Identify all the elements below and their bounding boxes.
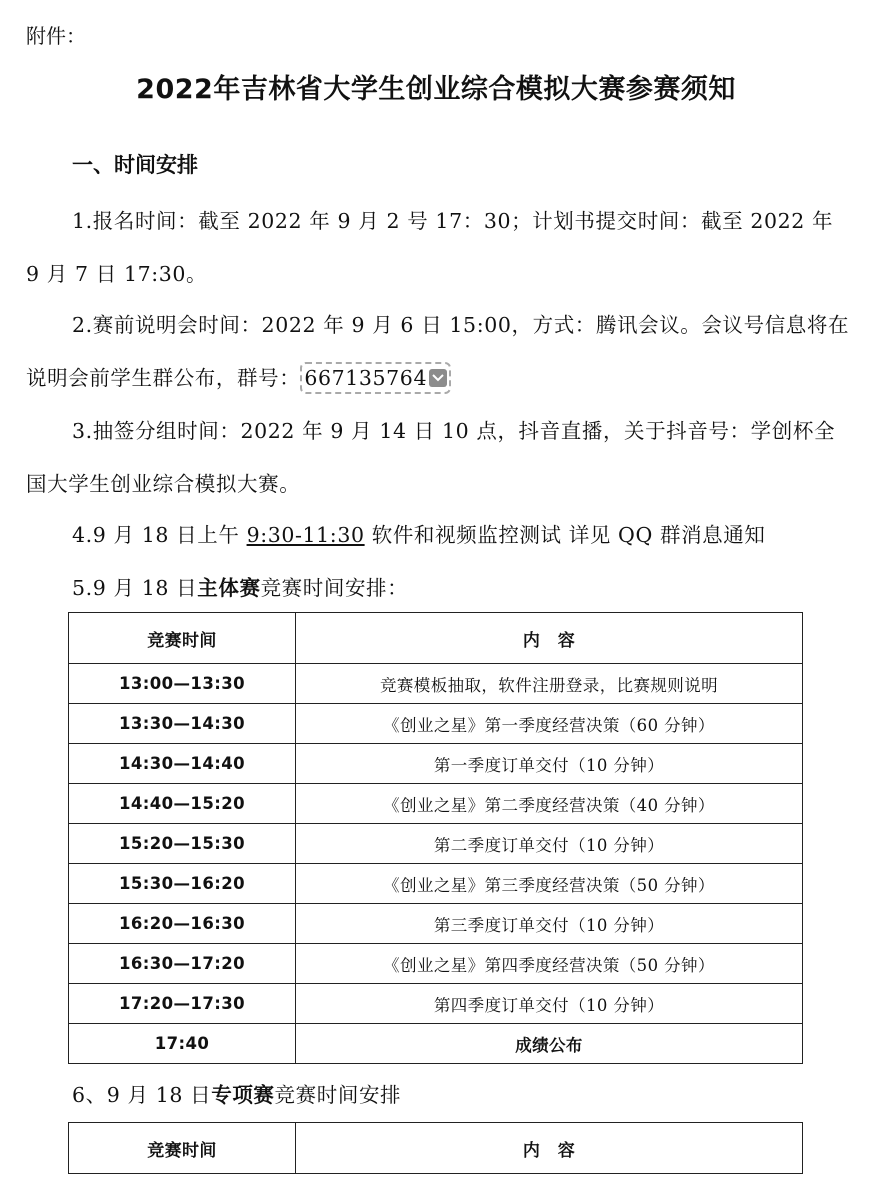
row-content: 第四季度订单交付（10 分钟） [296,984,803,1024]
row-time: 13:30—14:30 [69,704,296,744]
table-row [69,904,803,944]
document-title: 2022年吉林省大学生创业综合模拟大赛参赛须知 [136,74,736,105]
software-test-time: 9:30-11:30 [246,523,365,547]
header-content: 内 容 [296,613,803,664]
group-number-chip[interactable] [300,362,451,394]
item-briefing-meeting [26,299,851,405]
chevron-down-icon[interactable] [429,369,447,387]
group-number[interactable]: 667135764 [304,366,428,390]
item-main-contest-heading [72,573,408,603]
table-header-row [69,1123,803,1174]
row-content: 《创业之星》第二季度经营决策（40 分钟） [296,784,803,824]
briefing-text: 2.赛前说明会时间：2022 年 9 月 6 日 15:00，方式：腾讯会议。会议号信息将在说明会前学生群公布，群号： [26,313,850,390]
special-contest-suffix: 竞赛时间安排 [274,1083,402,1107]
row-content: 《创业之星》第一季度经营决策（60 分钟） [296,704,803,744]
row-time: 15:30—16:20 [69,864,296,904]
row-time: 13:00—13:30 [69,664,296,704]
main-contest-schedule-table [68,612,803,1064]
row-content: 第三季度订单交付（10 分钟） [296,904,803,944]
row-content: 《创业之星》第三季度经营决策（50 分钟） [296,864,803,904]
row-time: 14:30—14:40 [69,744,296,784]
item-special-contest-heading [72,1080,401,1110]
table-row [69,704,803,744]
row-time: 15:20—15:30 [69,824,296,864]
attachment-label: 附件： [26,24,86,48]
row-time: 17:40 [69,1024,296,1064]
table-row [69,864,803,904]
header-content: 内 容 [296,1123,803,1174]
table-row [69,824,803,864]
item-draw-grouping: 3.抽签分组时间：2022 年 9 月 14 日 10 点，抖音直播，关于抖音号：学创杯全国大学生创业综合模拟大赛。 [26,419,836,496]
table-row [69,984,803,1024]
main-contest-suffix: 竞赛时间安排： [260,576,409,600]
table-row [69,664,803,704]
row-content: 成绩公布 [296,1024,803,1064]
header-time: 竞赛时间 [69,613,296,664]
row-content: 《创业之星》第四季度经营决策（50 分钟） [296,944,803,984]
special-contest-label: 专项赛 [211,1083,275,1107]
main-contest-label: 主体赛 [197,576,261,600]
main-contest-prefix: 5.9 月 18 日 [72,576,198,600]
row-time: 17:20—17:30 [69,984,296,1024]
item-software-test [72,520,766,550]
section-heading-schedule: 一、时间安排 [72,153,198,177]
row-content: 竞赛模板抽取，软件注册登录，比赛规则说明 [296,664,803,704]
table-row [69,944,803,984]
table-row [69,784,803,824]
header-time: 竞赛时间 [69,1123,296,1174]
special-contest-prefix: 6、9 月 18 日 [72,1083,212,1107]
software-test-prefix: 4.9 月 18 日上午 [72,523,247,547]
row-time: 14:40—15:20 [69,784,296,824]
item-registration-deadline: 1.报名时间：截至 2022 年 9 月 2 号 17：30；计划书提交时间：截至 2022 年 9 月 7 日 17:30。 [26,209,834,286]
table-header-row [69,613,803,664]
row-content: 第一季度订单交付（10 分钟） [296,744,803,784]
row-time: 16:30—17:20 [69,944,296,984]
table-row [69,744,803,784]
table-row [69,1024,803,1064]
special-contest-schedule-table [68,1122,803,1174]
software-test-suffix: 软件和视频监控测试 详见 QQ 群消息通知 [364,523,766,547]
row-content: 第二季度订单交付（10 分钟） [296,824,803,864]
row-time: 16:20—16:30 [69,904,296,944]
